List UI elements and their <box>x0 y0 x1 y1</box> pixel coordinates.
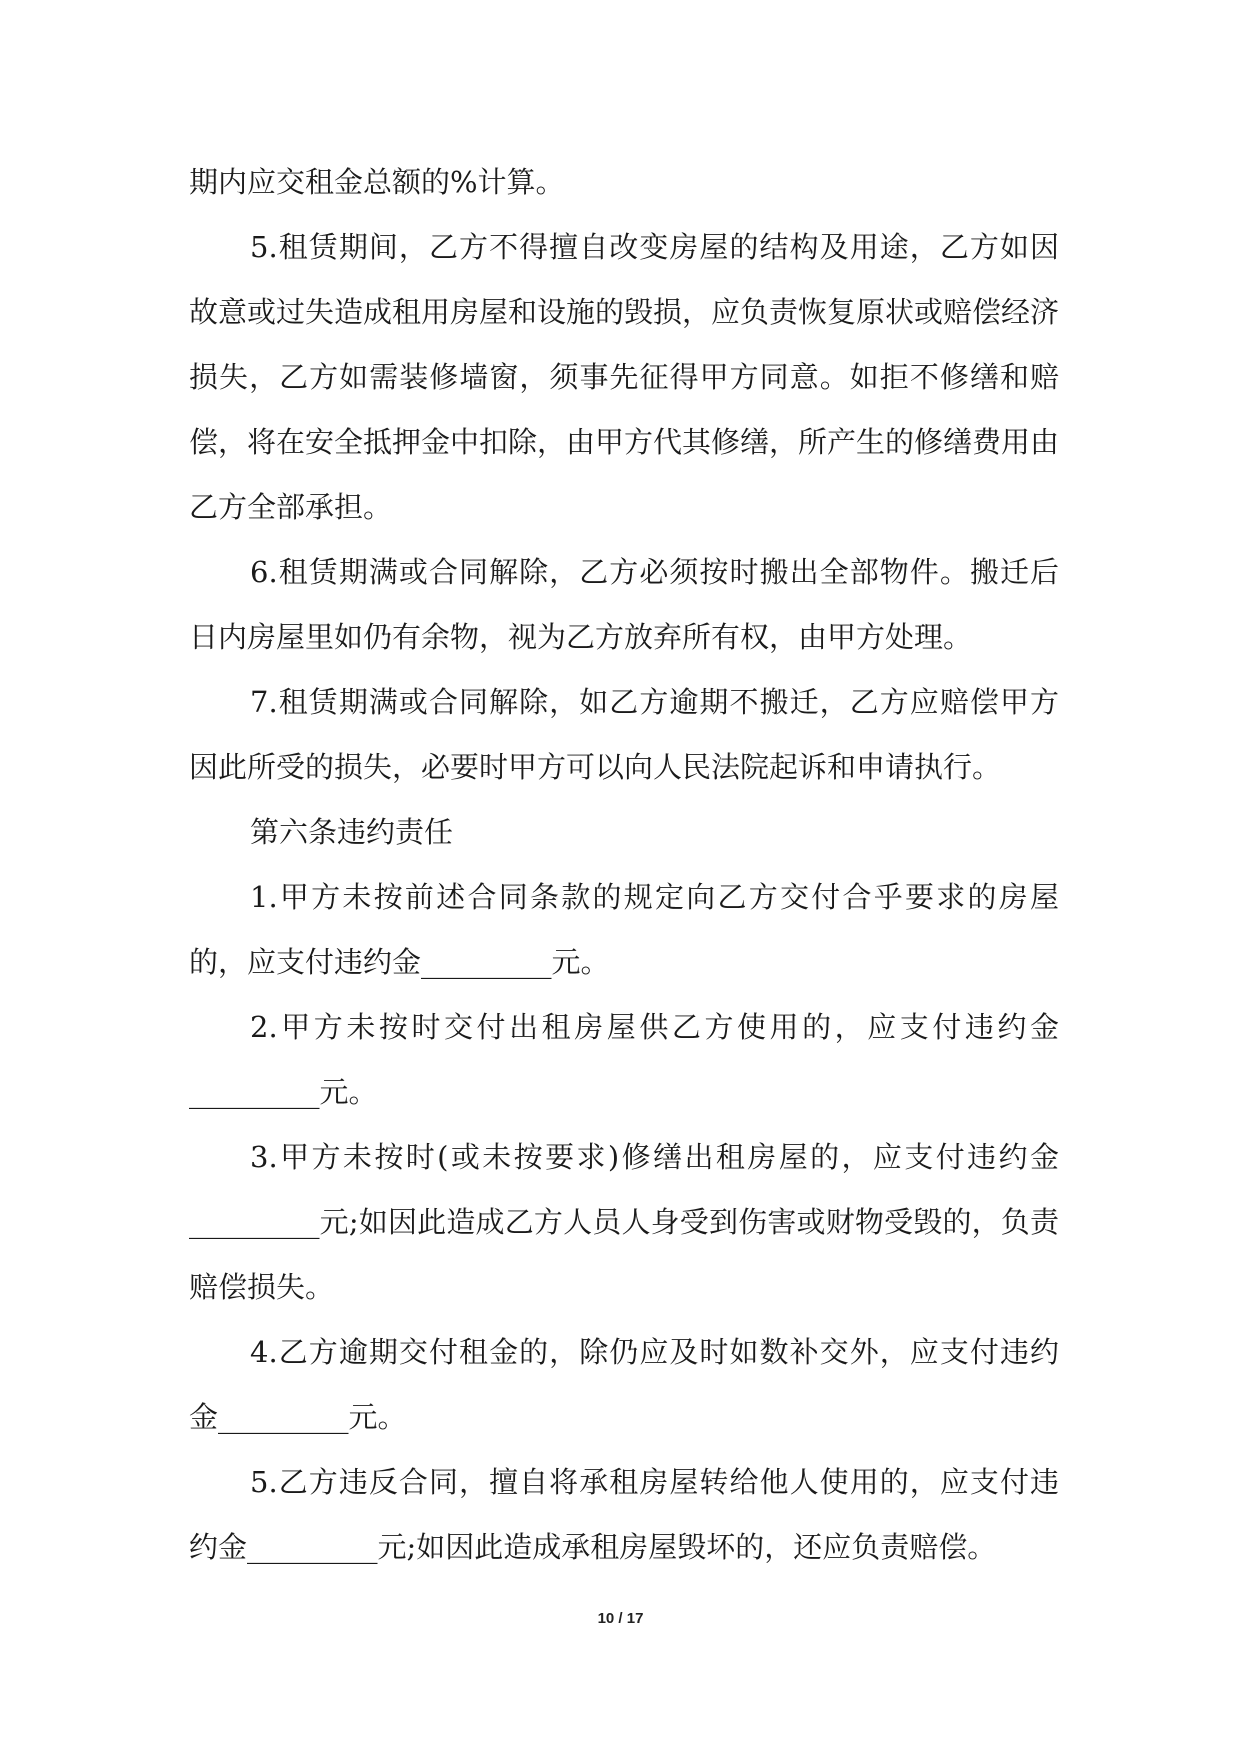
paragraph-liability-2: 2.甲方未按时交付出租房屋供乙方使用的，应支付违约金_________元。 <box>189 1010 1059 1109</box>
paragraph-liability-3: 3.甲方未按时(或未按要求)修缮出租房屋的，应支付违约金_________元;如因此造成乙方人员人身受到伤害或财物受毁的，负责赔偿损失。 <box>189 1140 1059 1304</box>
paragraph-liability-5: 5.乙方违反合同，擅自将承租房屋转给他人使用的，应支付违约金_________元;如因此造成承租房屋毁坏的，还应负责赔偿。 <box>189 1465 1059 1564</box>
document-body <box>189 150 1059 1580</box>
paragraph-liability-1: 1.甲方未按前述合同条款的规定向乙方交付合乎要求的房屋的，应支付违约金_________元。 <box>189 880 1059 979</box>
paragraph-continuation: 期内应交租金总额的%计算。 <box>189 165 565 199</box>
page-number: 10 / 17 <box>597 1610 644 1627</box>
paragraph-clause-7: 7.租赁期满或合同解除，如乙方逾期不搬迁，乙方应赔偿甲方因此所受的损失，必要时甲方可以向人民法院起诉和申请执行。 <box>189 685 1059 784</box>
paragraph-liability-4: 4.乙方逾期交付租金的，除仍应及时如数补交外，应支付违约金_________元。 <box>189 1335 1059 1434</box>
paragraph-clause-6: 6.租赁期满或合同解除，乙方必须按时搬出全部物件。搬迁后日内房屋里如仍有余物，视为乙方放弃所有权，由甲方处理。 <box>189 555 1059 654</box>
paragraph-clause-5: 5.租赁期间，乙方不得擅自改变房屋的结构及用途，乙方如因故意或过失造成租用房屋和设施的毁损，应负责恢复原状或赔偿经济损失，乙方如需装修墙窗，须事先征得甲方同意。如拒不修缮和赔偿，将在安全抵押金中扣除，由甲方代其修缮，所产生的修缮费用由乙方全部承担。 <box>189 230 1060 524</box>
section-heading-article-6: 第六条违约责任 <box>250 815 454 849</box>
